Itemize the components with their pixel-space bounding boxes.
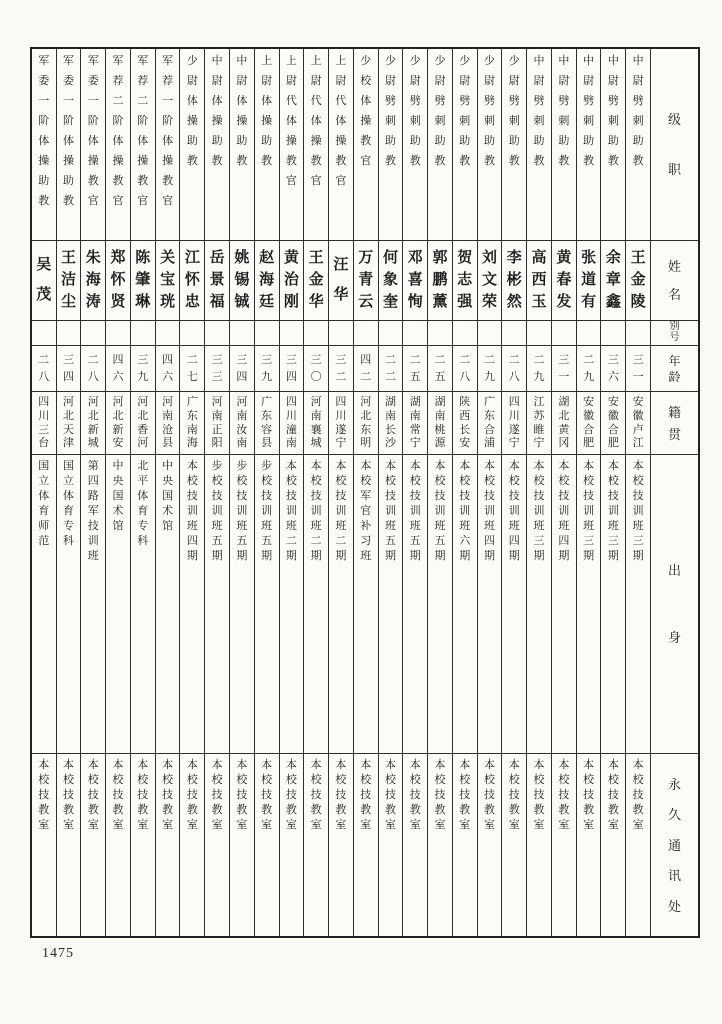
contact-cell: 本 校 技 教 室	[384, 758, 396, 831]
age-cell: 四 二	[354, 346, 378, 393]
rank-cell: 中 尉 体 操 助 教	[230, 49, 254, 241]
alias-cell	[354, 321, 378, 346]
contact-cell: 本 校 技 教 室	[87, 758, 99, 831]
rank-cell: 军 委 一 阶 体 操 教 官	[81, 49, 105, 241]
name-cell: 郭 鹏 薰	[428, 241, 452, 321]
origin-cell: 本 校 技 训 班 四 期	[552, 455, 576, 754]
contact-cell: 本 校 技 教 室	[508, 758, 520, 831]
alias-cell	[478, 321, 502, 346]
name-cell: 吴 茂	[32, 241, 56, 321]
native-cell: 四 川 遂 宁	[502, 392, 526, 455]
name-cell: 邓 喜 恂	[403, 241, 427, 321]
rank-cell: 少 尉 劈 刺 助 教	[403, 49, 427, 241]
origin-cell: 本 校 技 训 班 五 期	[428, 455, 452, 754]
person-column	[304, 49, 329, 936]
rank-cell: 军 荐 二 阶 体 操 教 官	[106, 49, 130, 241]
rank-cell: 中 尉 劈 刺 助 教	[527, 49, 551, 241]
origin-cell: 本 校 技 训 班 三 期	[601, 455, 625, 754]
rank-cell: 少 尉 劈 刺 助 教	[502, 49, 526, 241]
rank-cell: 少 尉 劈 刺 助 教	[478, 49, 502, 241]
alias-cell	[453, 321, 477, 346]
age-cell: 三 四	[57, 346, 81, 393]
age-cell: 三 一	[552, 346, 576, 393]
person-column	[131, 49, 156, 936]
person-column	[428, 49, 453, 936]
contact-cell: 本 校 技 教 室	[409, 758, 421, 831]
person-column	[453, 49, 478, 936]
alias-cell	[428, 321, 452, 346]
name-cell: 李 彬 然	[502, 241, 526, 321]
origin-cell: 步 校 技 训 班 五 期	[255, 455, 279, 754]
header-permanent-contact: 永 久 通 讯 处	[667, 776, 681, 914]
contact-cell: 本 校 技 教 室	[261, 758, 273, 831]
contact-cell: 本 校 技 教 室	[533, 758, 545, 831]
name-cell: 张 道 有	[577, 241, 601, 321]
person-column	[180, 49, 205, 936]
name-cell: 黄 春 发	[552, 241, 576, 321]
alias-cell	[601, 321, 625, 346]
origin-cell: 步 校 技 训 班 五 期	[230, 455, 254, 754]
page-number: 1475	[42, 946, 74, 961]
native-cell: 四 川 潼 南	[280, 392, 304, 455]
name-cell: 黄 治 刚	[280, 241, 304, 321]
origin-cell: 本 校 技 训 班 三 期	[577, 455, 601, 754]
person-column	[329, 49, 354, 936]
native-cell: 河 南 正 阳	[205, 392, 229, 455]
name-cell: 刘 文 荣	[478, 241, 502, 321]
alias-cell	[180, 321, 204, 346]
native-cell: 湖 北 黄 冈	[552, 392, 576, 455]
age-cell: 二 八	[81, 346, 105, 393]
native-cell: 广 东 合 浦	[478, 392, 502, 455]
rank-cell: 上 尉 体 操 助 教	[255, 49, 279, 241]
alias-cell	[329, 321, 353, 346]
name-cell: 万 青 云	[354, 241, 378, 321]
person-column	[379, 49, 404, 936]
rank-cell: 上 尉 代 体 操 教 官	[304, 49, 328, 241]
name-cell: 郑 怀 贤	[106, 241, 130, 321]
age-cell: 二 八	[502, 346, 526, 393]
age-cell: 三 九	[255, 346, 279, 393]
name-cell: 姚 锡 铖	[230, 241, 254, 321]
contact-cell: 本 校 技 教 室	[236, 758, 248, 831]
native-cell: 河 南 沧 县	[156, 392, 180, 455]
age-cell: 二 九	[527, 346, 551, 393]
native-cell: 四 川 三 台	[32, 392, 56, 455]
origin-cell: 国 立 体 育 师 范	[32, 455, 56, 754]
contact-cell: 本 校 技 教 室	[632, 758, 644, 831]
name-cell: 高 西 玉	[527, 241, 551, 321]
rank-cell: 中 尉 劈 刺 助 教	[552, 49, 576, 241]
age-cell: 四 六	[156, 346, 180, 393]
native-cell: 河 北 香 河	[131, 392, 155, 455]
native-cell: 安 徽 合 肥	[577, 392, 601, 455]
rank-cell: 中 尉 劈 刺 助 教	[601, 49, 625, 241]
native-cell: 河 南 襄 城	[304, 392, 328, 455]
age-cell: 二 五	[403, 346, 427, 393]
contact-cell: 本 校 技 教 室	[434, 758, 446, 831]
person-column	[81, 49, 106, 936]
native-cell: 河 北 新 城	[81, 392, 105, 455]
header-age: 年 龄	[651, 346, 698, 393]
native-cell: 广 东 容 县	[255, 392, 279, 455]
name-cell: 陈 肇 琳	[131, 241, 155, 321]
rank-cell: 上 尉 代 体 操 教 官	[280, 49, 304, 241]
alias-cell	[280, 321, 304, 346]
contact-cell: 本 校 技 教 室	[186, 758, 198, 831]
name-cell: 王 金 陵	[626, 241, 650, 321]
rank-cell: 军 委 一 阶 体 操 助 教	[32, 49, 56, 241]
age-cell: 三 四	[280, 346, 304, 393]
age-cell: 三 〇	[304, 346, 328, 393]
alias-cell	[626, 321, 650, 346]
header-origin: 出 身	[651, 455, 698, 754]
name-cell: 朱 海 涛	[81, 241, 105, 321]
name-cell: 何 象 奎	[379, 241, 403, 321]
contact-cell: 本 校 技 教 室	[459, 758, 471, 831]
origin-cell: 北 平 体 育 专 科	[131, 455, 155, 754]
person-column	[205, 49, 230, 936]
person-column	[106, 49, 131, 936]
native-cell: 河 北 新 安	[106, 392, 130, 455]
origin-cell: 本 校 技 训 班 六 期	[453, 455, 477, 754]
alias-cell	[502, 321, 526, 346]
alias-cell	[403, 321, 427, 346]
alias-cell	[255, 321, 279, 346]
contact-cell: 本 校 技 教 室	[211, 758, 223, 831]
person-column	[601, 49, 626, 936]
origin-cell: 第 四 路 军 技 训 班	[81, 455, 105, 754]
person-column	[502, 49, 527, 936]
age-cell: 三 四	[230, 346, 254, 393]
contact-cell: 本 校 技 教 室	[112, 758, 124, 831]
origin-cell: 国 立 体 育 专 科	[57, 455, 81, 754]
origin-cell: 本 校 技 训 班 二 期	[280, 455, 304, 754]
rank-cell: 军 委 一 阶 体 操 助 教	[57, 49, 81, 241]
age-cell: 三 二	[329, 346, 353, 393]
person-column	[478, 49, 503, 936]
name-cell: 赵 海 廷	[255, 241, 279, 321]
person-column	[156, 49, 181, 936]
age-cell: 二 八	[453, 346, 477, 393]
person-column	[280, 49, 305, 936]
person-column	[527, 49, 552, 936]
native-cell: 广 东 南 海	[180, 392, 204, 455]
contact-cell: 本 校 技 教 室	[162, 758, 174, 831]
name-cell: 关 宝 珖	[156, 241, 180, 321]
origin-cell: 本 校 技 训 班 四 期	[180, 455, 204, 754]
alias-cell	[81, 321, 105, 346]
rank-cell: 上 尉 代 体 操 教 官	[329, 49, 353, 241]
age-cell: 二 九	[478, 346, 502, 393]
native-cell: 陕 西 长 安	[453, 392, 477, 455]
native-cell: 湖 南 长 沙	[379, 392, 403, 455]
alias-cell	[230, 321, 254, 346]
age-cell: 二 八	[32, 346, 56, 393]
person-column	[354, 49, 379, 936]
alias-cell	[552, 321, 576, 346]
alias-cell	[379, 321, 403, 346]
age-cell: 二 九	[577, 346, 601, 393]
age-cell: 三 一	[626, 346, 650, 393]
native-cell: 安 徽 合 肥	[601, 392, 625, 455]
header-rank: 级 职	[651, 49, 698, 241]
origin-cell: 本 校 技 训 班 三 期	[626, 455, 650, 754]
native-cell: 湖 南 桃 源	[428, 392, 452, 455]
person-column	[552, 49, 577, 936]
alias-cell	[304, 321, 328, 346]
contact-cell: 本 校 技 教 室	[583, 758, 595, 831]
age-cell: 二 七	[180, 346, 204, 393]
alias-cell	[527, 321, 551, 346]
native-cell: 江 苏 睢 宁	[527, 392, 551, 455]
alias-cell	[156, 321, 180, 346]
native-cell: 四 川 遂 宁	[329, 392, 353, 455]
contact-cell: 本 校 技 教 室	[484, 758, 496, 831]
native-cell: 河 南 汝 南	[230, 392, 254, 455]
name-cell: 王 洁 尘	[57, 241, 81, 321]
contact-cell: 本 校 技 教 室	[335, 758, 347, 831]
origin-cell: 步 校 技 训 班 五 期	[205, 455, 229, 754]
origin-cell: 中 央 国 术 馆	[106, 455, 130, 754]
age-cell: 二 二	[379, 346, 403, 393]
person-column	[255, 49, 280, 936]
age-cell: 三 九	[131, 346, 155, 393]
contact-cell: 本 校 技 教 室	[38, 758, 50, 831]
rank-cell: 中 尉 劈 刺 助 教	[626, 49, 650, 241]
native-cell: 安 徽 卢 江	[626, 392, 650, 455]
personnel-roster-table	[30, 47, 700, 938]
age-cell: 三 三	[205, 346, 229, 393]
rank-cell: 少 校 体 操 教 官	[354, 49, 378, 241]
contact-cell: 本 校 技 教 室	[558, 758, 570, 831]
origin-cell: 本 校 技 训 班 二 期	[329, 455, 353, 754]
header-native-place: 籍 贯	[651, 392, 698, 455]
person-column	[57, 49, 82, 936]
person-column	[626, 49, 651, 936]
contact-cell: 本 校 技 教 室	[137, 758, 149, 831]
rank-cell: 少 尉 体 操 助 教	[180, 49, 204, 241]
native-cell: 湖 南 常 宁	[403, 392, 427, 455]
origin-cell: 本 校 技 训 班 四 期	[478, 455, 502, 754]
contact-cell: 本 校 技 教 室	[607, 758, 619, 831]
native-cell: 河 北 东 明	[354, 392, 378, 455]
contact-cell: 本 校 技 教 室	[310, 758, 322, 831]
name-cell: 汪 华	[329, 241, 353, 321]
origin-cell: 本 校 技 训 班 二 期	[304, 455, 328, 754]
name-cell: 岳 景 福	[205, 241, 229, 321]
rank-cell: 中 尉 体 操 助 教	[205, 49, 229, 241]
origin-cell: 本 校 技 训 班 四 期	[502, 455, 526, 754]
header-column	[651, 49, 698, 936]
alias-cell	[57, 321, 81, 346]
rank-cell: 中 尉 劈 刺 助 教	[577, 49, 601, 241]
native-cell: 河 北 天 津	[57, 392, 81, 455]
alias-cell	[106, 321, 130, 346]
header-name: 姓 名	[651, 241, 698, 321]
person-column	[577, 49, 602, 936]
rank-cell: 军 荐 二 阶 体 操 教 官	[131, 49, 155, 241]
origin-cell: 本 校 军 官 补 习 班	[354, 455, 378, 754]
origin-cell: 中 央 国 术 馆	[156, 455, 180, 754]
rank-cell: 少 尉 劈 刺 助 教	[453, 49, 477, 241]
name-cell: 王 金 华	[304, 241, 328, 321]
contact-cell: 本 校 技 教 室	[285, 758, 297, 831]
age-cell: 三 六	[601, 346, 625, 393]
alias-cell	[577, 321, 601, 346]
origin-cell: 本 校 技 训 班 五 期	[379, 455, 403, 754]
name-cell: 江 怀 忠	[180, 241, 204, 321]
person-column	[230, 49, 255, 936]
rank-cell: 军 荐 一 阶 体 操 教 官	[156, 49, 180, 241]
person-column	[403, 49, 428, 936]
age-cell: 二 五	[428, 346, 452, 393]
origin-cell: 本 校 技 训 班 五 期	[403, 455, 427, 754]
alias-cell	[131, 321, 155, 346]
name-cell: 贺 志 强	[453, 241, 477, 321]
origin-cell: 本 校 技 训 班 三 期	[527, 455, 551, 754]
rank-cell: 少 尉 劈 刺 助 教	[379, 49, 403, 241]
person-column	[32, 49, 57, 936]
age-cell: 四 六	[106, 346, 130, 393]
name-cell: 余 章 鑫	[601, 241, 625, 321]
alias-cell	[32, 321, 56, 346]
rank-cell: 少 尉 劈 刺 助 教	[428, 49, 452, 241]
contact-cell: 本 校 技 教 室	[360, 758, 372, 831]
alias-cell	[205, 321, 229, 346]
contact-cell: 本 校 技 教 室	[63, 758, 74, 831]
header-alias: 别 号	[651, 321, 698, 346]
